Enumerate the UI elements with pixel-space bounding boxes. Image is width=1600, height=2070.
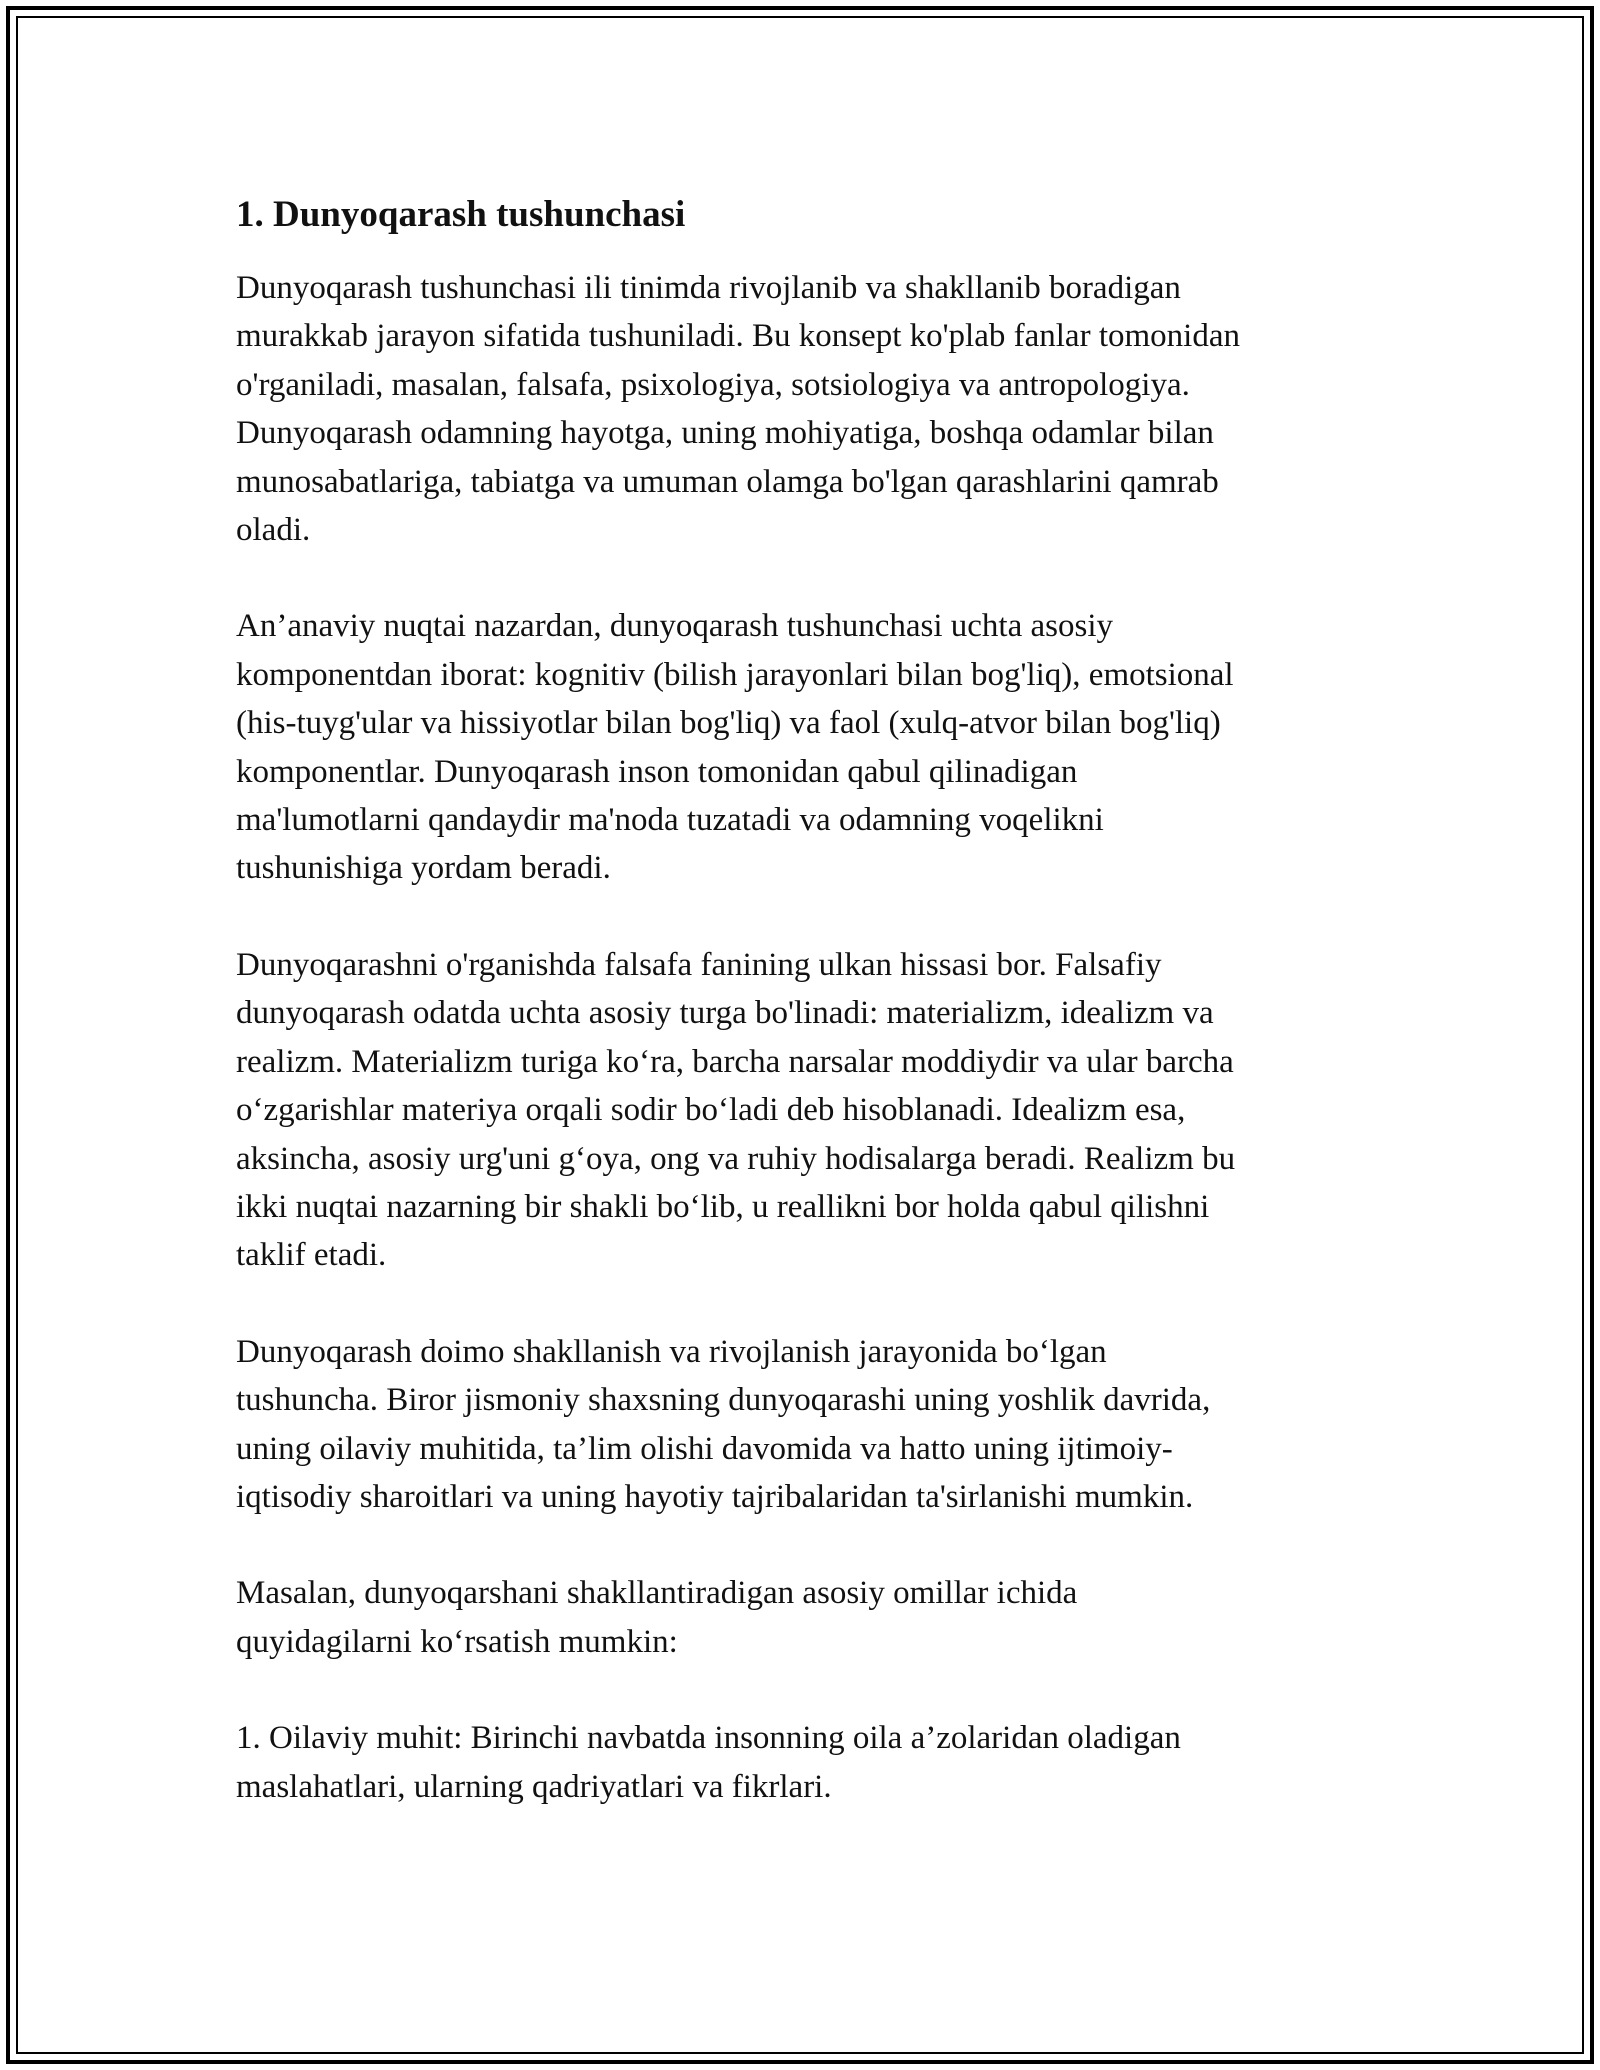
paragraph-4: Dunyoqarash doimo shakllanish va rivojlanish jarayonida bo‘lgan tushuncha. Biror jismoniy shaxsning dunyoqarashi uning yoshlik davrida, uning oilaviy muhitida, ta’lim olishi davomida va hatto uning ijtimoiy- iqtisodiy sharoitlari va uning hayotiy tajribalaridan ta'sirlanishi mumkin.	[236, 1333, 1211, 1515]
document-body	[236, 188, 1366, 1811]
paragraph-2: An’anaviy nuqtai nazardan, dunyoqarash tushunchasi uchta asosiy komponentdan iborat: kognitiv (bilish jarayonlari bilan bog'liq), emotsional (his-tuyg'ular va hissiyotlar bilan bog'liq) va faol (xulq-atvor bilan bog'liq) komponentlar. Dunyoqarash inson tomonidan qabul qilinadigan ma'lumotlarni qandaydir ma'noda tuzatadi va odamning voqelikni tushunishiga yordam beradi.	[236, 608, 1234, 887]
paragraph-1: Dunyoqarash tushunchasi ili tinimda rivojlanib va shakllanib boradigan murakkab jarayon sifatida tushuniladi. Bu konsept ko'plab fanlar tomonidan o'rganiladi, masalan, falsafa, psixologiya, sotsiologiya va antropologiya. Dunyoqarash odamning hayotga, uning mohiyatiga, boshqa odamlar bilan munosabatlariga, tabiatga va umuman olamga bo'lgan qarashlarini qamrab oladi.	[236, 270, 1240, 549]
section-title: 1. Dunyoqarash tushunchasi	[236, 194, 686, 235]
list-item-1: 1. Oilaviy muhit: Birinchi navbatda insonning oila a’zolaridan oladigan maslahatlari, ularning qadriyatlari va fikrlari.	[236, 1720, 1181, 1805]
paragraph-5: Masalan, dunyoqarshani shakllantiradigan asosiy omillar ichida quyidagilarni ko‘rsatish mumkin:	[236, 1575, 1078, 1660]
paragraph-3: Dunyoqarashni o'rganishda falsafa fanining ulkan hissasi bor. Falsafiy dunyoqarash odatda uchta asosiy turga bo'linadi: materializm, idealizm va realizm. Materializm turiga ko‘ra, barcha narsalar moddiydir va ular barcha o‘zgarishlar materiya orqali sodir bo‘ladi deb hisoblanadi. Idealizm esa, aksincha, asosiy urg'uni g‘oya, ong va ruhiy hodisalarga beradi. Realizm bu ikki nuqtai nazarning bir shakli bo‘lib, u reallikni bor holda qabul qilishni taklif etadi.	[236, 946, 1236, 1274]
